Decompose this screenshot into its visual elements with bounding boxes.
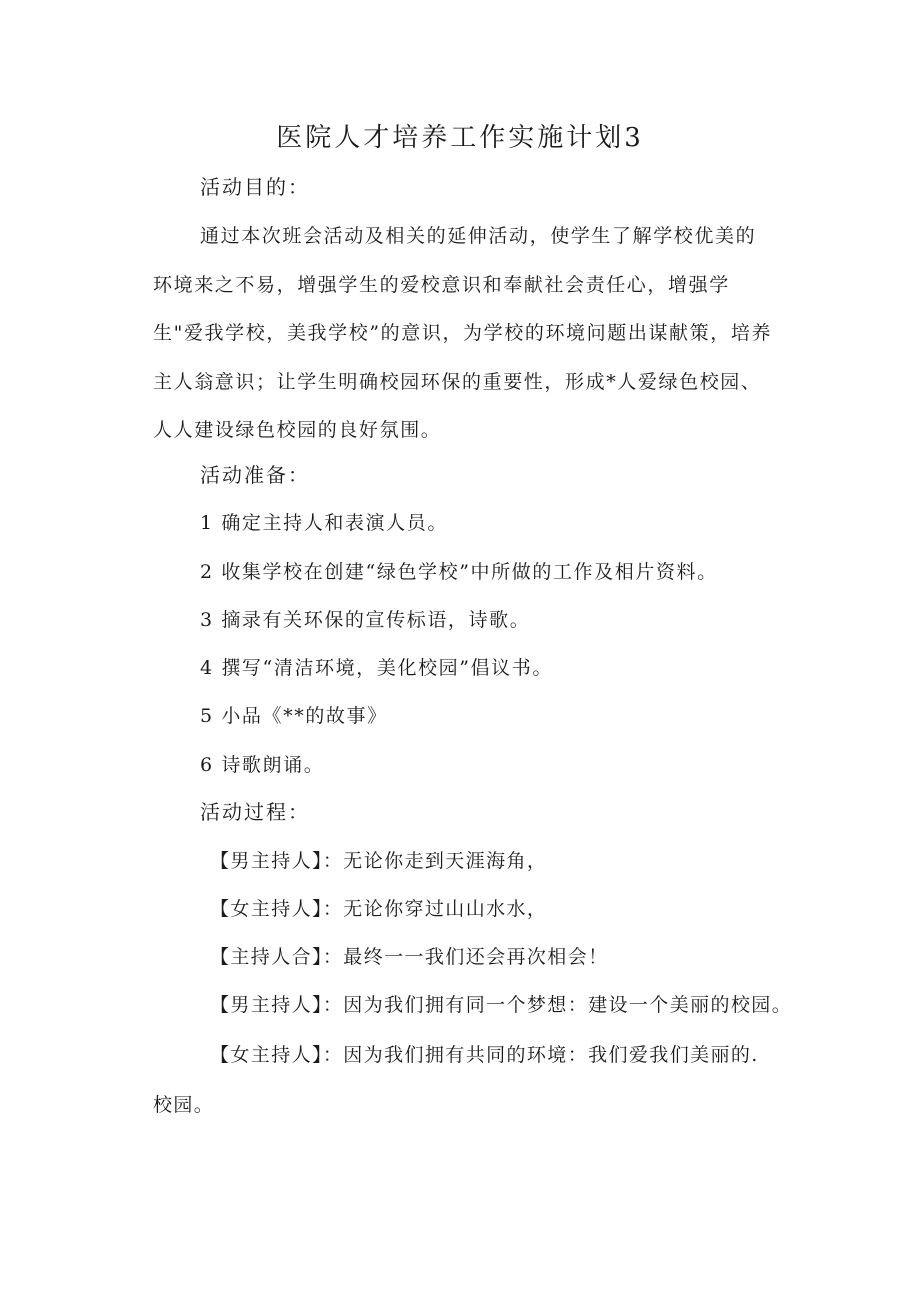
preparation-item-6: 6 诗歌朗诵。 <box>200 754 325 776</box>
dialog-line-2: 【女主持人】：无论你穿过山山水水， <box>210 898 548 920</box>
preparation-item-3: 3 摘录有关环保的宣传标语，诗歌。 <box>200 609 531 631</box>
purpose-paragraph: 通过本次班会活动及相关的延伸活动，使学生了解学校优美的环境来之不易，增强学生的爱校意识和奉献社会责任心，增强学生"爱我学校，美我学校”的意识，为学校的环境问题出谋献策，培养主人翁意识；让学生明确校园环保的重要性，形成*人爱绿色校园、人人建设绿色校园的良好氛围。 <box>153 225 773 441</box>
preparation-item-2: 2 收集学校在创建“绿色学校”中所做的工作及相片资料。 <box>200 561 718 583</box>
document-title: 医院人才培养工作实施计划3 <box>276 123 644 153</box>
preparation-item-1: 1 确定主持人和表演人员。 <box>200 512 448 534</box>
process-heading: 活动过程： <box>200 800 310 824</box>
purpose-heading: 活动目的： <box>200 175 310 199</box>
dialog-line-5: 【女主持人】：因为我们拥有共同的环境：我们爱我们美丽的.校园。 <box>153 1044 759 1116</box>
dialog-line-1: 【男主持人】：无论你走到天涯海角， <box>210 850 548 872</box>
preparation-heading: 活动准备： <box>200 463 310 487</box>
preparation-item-5: 5 小品《**的故事》 <box>200 705 388 727</box>
preparation-item-4: 4 撰写“清洁环境，美化校园”倡议书。 <box>200 657 553 679</box>
dialog-line-3: 【主持人合】：最终一一我们还会再次相会！ <box>210 946 609 968</box>
dialog-line-4: 【男主持人】：因为我们拥有同一个梦想：建设一个美丽的校园。 <box>210 994 793 1016</box>
